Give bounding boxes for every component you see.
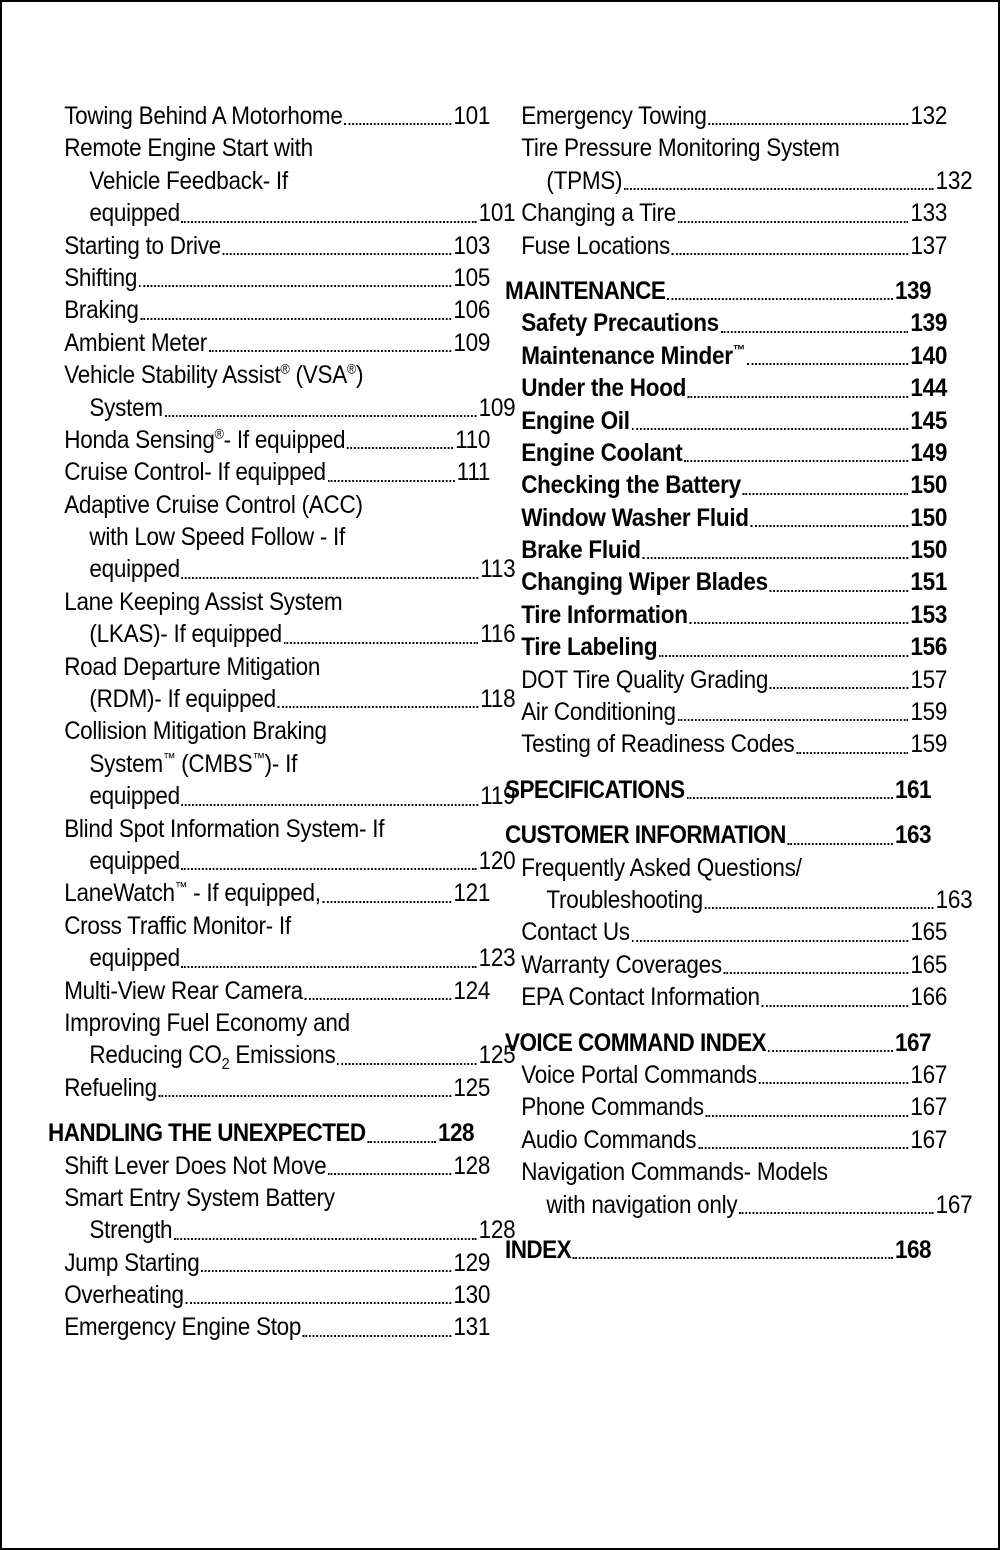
toc-entry-title: Emergency Towing	[521, 102, 707, 130]
toc-entry-title: System	[89, 393, 163, 422]
toc-entry-title: Window Washer Fluid	[521, 503, 749, 532]
toc-entry-changing-a-tire[interactable]	[505, 197, 948, 229]
dot-leader	[323, 901, 452, 903]
toc-entry-title: Collision Mitigation Braking	[64, 717, 327, 746]
toc-entry-title: Tire Information	[521, 600, 688, 629]
toc-entry-title: Remote Engine Start with	[64, 134, 313, 163]
toc-page-number: 167	[910, 1125, 948, 1154]
toc-entry-title: with navigation only	[546, 1190, 738, 1219]
dot-leader	[159, 1095, 452, 1097]
toc-entry-title: Air Conditioning	[521, 698, 676, 727]
toc-entry-remote-engine-start-with-vehicle-feedbac[interactable]	[48, 132, 516, 229]
toc-entry-title: Tire Pressure Monitoring System	[521, 134, 840, 163]
dot-leader	[672, 253, 909, 255]
toc-page-number: 123	[478, 944, 516, 973]
toc-entry-title: VOICE COMMAND INDEX	[505, 1028, 767, 1057]
toc-page-number: 125	[478, 1041, 516, 1070]
toc-entry-title: MAINTENANCE	[505, 276, 666, 305]
toc-entry-title: Improving Fuel Economy and	[64, 1008, 350, 1037]
toc-entry-cruise-control-if-equipped[interactable]	[48, 456, 491, 488]
toc-entry-title: System™ (CMBS™)- If	[89, 749, 298, 778]
toc-entry-starting-to-drive[interactable]	[48, 230, 491, 262]
toc-entry-title: with Low Speed Follow - If	[89, 523, 345, 552]
toc-page-number: 159	[910, 698, 948, 727]
toc-entry-emergency-towing[interactable]	[505, 100, 948, 132]
dot-leader	[624, 188, 934, 190]
toc-page-number: 116	[480, 620, 516, 649]
toc-entry-title: Audio Commands	[521, 1125, 697, 1154]
toc-page-number: 106	[453, 296, 491, 325]
dot-leader	[303, 1335, 452, 1337]
toc-section-specifications[interactable]	[505, 774, 931, 806]
toc-entry-title: Brake Fluid	[521, 536, 641, 565]
toc-entry-title: Maintenance Minder™	[521, 341, 746, 370]
dot-leader	[139, 285, 452, 287]
toc-page-number: 101	[478, 199, 516, 228]
toc-page-number: 139	[910, 309, 948, 338]
toc-entry-title: Adaptive Cruise Control (ACC)	[64, 490, 363, 519]
dot-leader	[347, 447, 453, 449]
toc-entry-title: Smart Entry System Battery	[64, 1183, 335, 1212]
toc-entry-title: Towing Behind A Motorhome	[64, 102, 343, 130]
dot-leader	[182, 221, 477, 223]
dot-leader	[337, 1063, 477, 1065]
toc-page-number: 156	[910, 633, 948, 662]
toc-page-number: 145	[910, 406, 948, 435]
toc-entry-title: Checking the Battery	[521, 471, 741, 500]
toc-page-number: 118	[480, 685, 516, 714]
dot-leader	[174, 1238, 477, 1240]
dot-leader	[140, 318, 451, 320]
toc-page-number: 140	[910, 341, 948, 370]
toc-entry-tire-labeling[interactable]	[505, 631, 948, 663]
toc-entry-changing-wiper-blades[interactable]	[505, 566, 948, 598]
toc-entry-improving-fuel-economy-and-reducing-co-e[interactable]	[48, 1007, 516, 1074]
toc-entry-title: Shifting	[64, 263, 138, 292]
dot-leader	[768, 1050, 893, 1052]
toc-entry-refueling[interactable]	[48, 1072, 491, 1104]
toc-entry-engine-oil[interactable]	[505, 405, 948, 437]
toc-entry-voice-portal-commands[interactable]	[505, 1059, 948, 1091]
toc-entry-dot-tire-quality-grading[interactable]	[505, 664, 948, 696]
toc-section-index[interactable]	[505, 1234, 931, 1266]
toc-entry-title: Blind Spot Information System- If	[64, 814, 385, 843]
dot-leader	[165, 415, 477, 417]
toc-entry-testing-of-readiness-codes[interactable]	[505, 728, 948, 760]
dot-leader	[690, 622, 909, 624]
toc-page-number: 168	[895, 1235, 931, 1264]
toc-entry-title: equipped	[89, 944, 180, 973]
toc-page-number: 109	[478, 393, 516, 422]
toc-entry-overheating[interactable]	[48, 1279, 491, 1311]
toc-right-column	[505, 100, 973, 1266]
toc-entry-title: Changing Wiper Blades	[521, 568, 768, 597]
toc-entry-cross-traffic-monitor-if-equipped[interactable]	[48, 910, 516, 975]
toc-page-number: 163	[895, 821, 931, 850]
toc-entry-title: INDEX	[505, 1235, 572, 1264]
toc-entry-title: EPA Contact Information	[521, 983, 760, 1012]
toc-page-number: 120	[478, 846, 516, 875]
toc-entry-multi-view-rear-camera[interactable]	[48, 975, 491, 1007]
toc-entry-title: Voice Portal Commands	[521, 1060, 757, 1089]
toc-entry-frequently-asked-questions-troubleshooti[interactable]	[505, 852, 973, 917]
toc-page-number: 119	[480, 782, 516, 811]
toc-page-number: 167	[910, 1060, 948, 1089]
dot-leader	[659, 655, 909, 657]
dot-leader	[328, 1173, 451, 1175]
toc-page-number: 157	[910, 665, 948, 694]
toc-entry-vehicle-stability-assist-vsa-system[interactable]	[48, 359, 516, 424]
toc-entry-brake-fluid[interactable]	[505, 534, 948, 566]
toc-entry-title: Lane Keeping Assist System	[64, 587, 343, 616]
toc-entry-audio-commands[interactable]	[505, 1124, 948, 1156]
toc-entry-epa-contact-information[interactable]	[505, 981, 948, 1013]
dot-leader	[632, 428, 909, 430]
toc-entry-title: Overheating	[64, 1281, 184, 1310]
toc-entry-title: (RDM)- If equipped	[89, 685, 276, 714]
toc-page-number: 105	[453, 263, 491, 292]
toc-entry-title: Warranty Coverages	[521, 950, 722, 979]
dot-leader	[739, 1212, 934, 1214]
dot-leader	[278, 706, 479, 708]
toc-entry-under-the-hood[interactable]	[505, 372, 948, 404]
toc-entry-title: Vehicle Stability Assist® (VSA®)	[64, 360, 364, 390]
dot-leader	[747, 363, 909, 365]
dot-leader	[724, 972, 909, 974]
toc-entry-safety-precautions[interactable]	[505, 307, 948, 339]
toc-page-number: 153	[910, 600, 948, 629]
toc-entry-shift-lever-does-not-move[interactable]	[48, 1150, 491, 1182]
toc-page-number: 159	[910, 730, 948, 759]
dot-leader	[182, 804, 479, 806]
dot-leader	[678, 719, 909, 721]
toc-left-column	[48, 100, 516, 1344]
dot-leader	[706, 1115, 909, 1117]
dot-leader	[686, 797, 893, 799]
toc-entry-title: (LKAS)- If equipped	[89, 620, 282, 649]
dot-leader	[632, 940, 909, 942]
toc-page-number: 167	[895, 1028, 931, 1057]
toc-page-number: 128	[438, 1119, 474, 1148]
toc-entry-title: Multi-View Rear Camera	[64, 976, 303, 1005]
toc-entry-contact-us[interactable]	[505, 916, 948, 948]
dot-leader	[762, 1005, 909, 1007]
toc-entry-air-conditioning[interactable]	[505, 696, 948, 728]
dot-leader	[751, 525, 909, 527]
toc-page-number: 124	[453, 976, 491, 1005]
toc-page-number: 131	[453, 1313, 491, 1342]
toc-page-number: 150	[910, 536, 948, 565]
toc-entry-title: Changing a Tire	[521, 199, 677, 228]
toc-page-number: 110	[455, 425, 491, 454]
dot-leader	[708, 123, 908, 125]
toc-entry-maintenance-minder[interactable]	[505, 340, 948, 372]
toc-entry-title: LaneWatch™ - If equipped,	[64, 879, 321, 908]
toc-entry-lane-keeping-assist-system-lkas-if-equip[interactable]	[48, 586, 516, 651]
toc-entry-title: Refueling	[64, 1073, 157, 1102]
toc-entry-title: Road Departure Mitigation	[64, 652, 321, 681]
toc-entry-title: Braking	[64, 296, 139, 325]
toc-page-number: 163	[935, 885, 973, 914]
toc-entry-title: Cruise Control- If equipped	[64, 458, 326, 487]
toc-entry-shifting[interactable]	[48, 262, 491, 294]
toc-entry-title: Engine Oil	[521, 406, 630, 435]
toc-entry-adaptive-cruise-control-acc-with-low-spe[interactable]	[48, 489, 516, 586]
dot-leader	[770, 687, 909, 689]
toc-section-voice-command-index[interactable]	[505, 1027, 931, 1059]
toc-section-handling-the-unexpected[interactable]	[48, 1117, 474, 1149]
dot-leader	[223, 253, 452, 255]
toc-page-number: 166	[910, 983, 948, 1012]
dot-leader	[573, 1257, 893, 1259]
toc-page-number: 161	[895, 775, 931, 804]
dot-leader	[678, 221, 909, 223]
toc-page-number: 137	[910, 231, 948, 260]
toc-entry-phone-commands[interactable]	[505, 1091, 948, 1123]
toc-entry-title: Tire Labeling	[521, 633, 658, 662]
toc-entry-title: Ambient Meter	[64, 328, 208, 357]
toc-page-number: 111	[456, 458, 491, 487]
toc-entry-title: Testing of Readiness Codes	[521, 730, 795, 759]
toc-entry-title: Jump Starting	[64, 1248, 200, 1277]
toc-entry-braking[interactable]	[48, 294, 491, 326]
toc-entry-blind-spot-information-system-if-equippe[interactable]	[48, 813, 516, 878]
toc-page-number: 133	[910, 199, 948, 228]
toc-entry-title: Strength	[89, 1216, 173, 1245]
toc-entry-honda-sensing-if-equipped[interactable]	[48, 424, 491, 456]
toc-entry-tire-information[interactable]	[505, 599, 948, 631]
dot-leader	[688, 396, 909, 398]
toc-entry-title: Fuse Locations	[521, 231, 671, 260]
toc-entry-towing-behind-a-motorhome[interactable]	[48, 100, 491, 132]
toc-page-number: 101	[453, 102, 491, 130]
toc-entry-navigation-commands-models-with-navigati[interactable]	[505, 1156, 973, 1221]
toc-entry-title: equipped	[89, 199, 180, 228]
toc-section-maintenance[interactable]	[505, 275, 931, 307]
toc-entry-jump-starting[interactable]	[48, 1247, 491, 1279]
dot-leader	[305, 998, 452, 1000]
toc-entry-title: Engine Coolant	[521, 438, 683, 467]
dot-leader	[328, 480, 455, 482]
dot-leader	[201, 1270, 451, 1272]
toc-entry-title: Starting to Drive	[64, 231, 221, 260]
dot-leader	[759, 1082, 909, 1084]
dot-leader	[209, 350, 452, 352]
dot-leader	[788, 843, 894, 845]
toc-page-number: 113	[480, 555, 516, 584]
toc-entry-title: Shift Lever Does Not Move	[64, 1151, 327, 1180]
toc-entry-title: SPECIFICATIONS	[505, 775, 685, 804]
toc-page-number: 128	[453, 1151, 491, 1180]
dot-leader	[721, 331, 909, 333]
toc-page-number: 149	[910, 438, 948, 467]
dot-leader	[698, 1147, 909, 1149]
dot-leader	[182, 966, 477, 968]
toc-entry-title: CUSTOMER INFORMATION	[505, 821, 786, 850]
toc-page-number: 128	[478, 1216, 516, 1245]
dot-leader	[182, 868, 477, 870]
toc-entry-checking-the-battery[interactable]	[505, 469, 948, 501]
dot-leader	[684, 460, 908, 462]
toc-page-number: 103	[453, 231, 491, 260]
toc-entry-title: DOT Tire Quality Grading	[521, 665, 769, 694]
toc-entry-title: Navigation Commands- Models	[521, 1158, 828, 1187]
toc-page-number: 165	[910, 950, 948, 979]
dot-leader	[667, 298, 893, 300]
toc-page-number: 167	[910, 1093, 948, 1122]
toc-entry-collision-mitigation-braking-system-cmbs[interactable]	[48, 715, 516, 812]
toc-page-number: 150	[910, 471, 948, 500]
toc-entry-ambient-meter[interactable]	[48, 327, 491, 359]
toc-entry-title: Frequently Asked Questions/	[521, 853, 802, 882]
toc-entry-tire-pressure-monitoring-system-tpms[interactable]	[505, 132, 973, 197]
toc-entry-title: Phone Commands	[521, 1093, 704, 1122]
toc-entry-title: equipped	[89, 555, 180, 584]
toc-page-number: 130	[453, 1281, 491, 1310]
toc-entry-title: Cross Traffic Monitor- If	[64, 911, 291, 940]
dot-leader	[344, 123, 451, 125]
dot-leader	[186, 1302, 452, 1304]
toc-entry-title: Emergency Engine Stop	[64, 1313, 302, 1342]
toc-page-number: 139	[895, 276, 931, 305]
toc-entry-title: Honda Sensing®- If equipped	[64, 425, 346, 454]
dot-leader	[770, 590, 909, 592]
dot-leader	[743, 493, 909, 495]
toc-page-number: 132	[935, 166, 973, 195]
dot-leader	[367, 1141, 436, 1143]
toc-entry-title: Troubleshooting	[546, 885, 703, 914]
toc-entry-title: Safety Precautions	[521, 309, 719, 338]
toc-page-number: 167	[935, 1190, 973, 1219]
toc-page-number: 132	[910, 102, 948, 130]
toc-entry-engine-coolant[interactable]	[505, 437, 948, 469]
toc-page-number: 144	[910, 374, 948, 403]
toc-page-number: 109	[453, 328, 491, 357]
toc-section-customer-information[interactable]	[505, 819, 931, 851]
toc-page-number: 125	[453, 1073, 491, 1102]
dot-leader	[643, 557, 909, 559]
dot-leader	[705, 907, 934, 909]
toc-entry-fuse-locations[interactable]	[505, 230, 948, 262]
toc-entry-title: Under the Hood	[521, 374, 687, 403]
toc-entry-smart-entry-system-battery-strength[interactable]	[48, 1182, 516, 1247]
toc-entry-title: HANDLING THE UNEXPECTED	[48, 1119, 366, 1148]
toc-entry-title: (TPMS)	[546, 166, 623, 195]
dot-leader	[284, 642, 479, 644]
toc-page-number: 129	[453, 1248, 491, 1277]
toc-entry-road-departure-mitigation-rdm-if-equippe[interactable]	[48, 651, 516, 716]
toc-entry-title: Reducing $CO_2$ Emissions	[89, 1041, 336, 1074]
toc-entry-warranty-coverages[interactable]	[505, 949, 948, 981]
toc-entry-window-washer-fluid[interactable]	[505, 502, 948, 534]
toc-page-number: 121	[453, 879, 491, 908]
toc-entry-title: equipped	[89, 782, 180, 811]
toc-page-number: 151	[910, 568, 948, 597]
dot-leader	[796, 752, 908, 754]
toc-page-number: 150	[910, 503, 948, 532]
dot-leader	[182, 577, 479, 579]
toc-entry-emergency-engine-stop[interactable]	[48, 1311, 491, 1343]
toc-entry-title: equipped	[89, 846, 180, 875]
toc-entry-title: Contact Us	[521, 918, 630, 947]
toc-entry-title: Vehicle Feedback- If	[89, 166, 288, 195]
toc-entry-lanewatch-if-equipped[interactable]	[48, 877, 491, 909]
toc-page-number: 165	[910, 918, 948, 947]
